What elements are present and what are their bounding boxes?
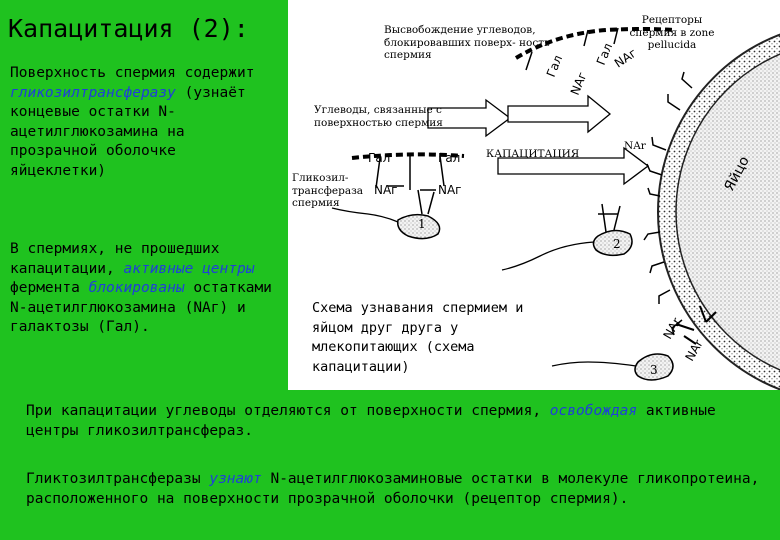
- receptors-label: Рецепторы спермия в zone pellucida: [629, 14, 715, 51]
- release-label: Высвобождение углеводов, блокировавших поверх- ность спермия: [384, 24, 550, 61]
- p2-highlight-2: блокированы: [88, 280, 185, 296]
- p2-post: остатками N-ацетилглюкозамина (NAг) и галактозы (Гал).: [10, 280, 272, 335]
- p2-mid: фермента: [10, 280, 80, 296]
- receptor-nar-1: NAr: [660, 315, 684, 342]
- b2-pre: Гликтозилтрансферазы: [26, 471, 201, 487]
- sugar-nag-top-2: NAг: [611, 45, 640, 71]
- b1-post: активные центры гликозилтрансфераз.: [26, 403, 716, 439]
- egg-label: Яйцо: [721, 153, 753, 194]
- b2-post: N-ацетилглюкозаминовые остатки в молекуле гликопротеина, расположенного на поверхности прозрачной оболочки (рецептор спермия).: [26, 471, 760, 507]
- b1-pre: При капацитации углеводы отделяются от поверхности спермия,: [26, 403, 542, 419]
- sugar-gal-mid-2: Гал: [438, 151, 461, 165]
- sugar-gal-top: Гал: [543, 53, 566, 80]
- bottom-paragraph-1: [26, 402, 766, 441]
- p1-rest: (узнаёт концевые остатки N-ацетилглюкозамина на прозрачной оболочке яйцеклетки): [10, 84, 246, 179]
- p2-highlight-1: активные центры: [123, 260, 255, 277]
- b2-highlight: узнают: [209, 471, 262, 487]
- receptor-nar-2: NAr: [682, 337, 706, 364]
- bottom-paragraph-2: [26, 470, 766, 509]
- sperm-2-tail: [502, 242, 594, 270]
- sugar-gal-mid-1: Гал: [368, 151, 391, 165]
- diagram-panel: [288, 0, 780, 390]
- sperm-number-3: 3: [650, 363, 658, 377]
- egg-cytoplasm: [676, 40, 780, 384]
- caption-text: Схема узнавания спермием и яйцом друг друга у млекопитающих (схема капацитации): [312, 300, 524, 375]
- sperm-number-1: 1: [418, 217, 426, 231]
- upper-arrow: [508, 96, 610, 132]
- sugar-nag-mid-1: NAг: [374, 183, 398, 197]
- sperm-number-2: 2: [613, 237, 621, 251]
- slide-title: Капацитация (2):: [8, 14, 249, 43]
- p1-highlight: гликозилтрансферазу: [10, 84, 176, 101]
- left-paragraph-1: [10, 64, 272, 181]
- sperm-3-tail: [552, 362, 636, 366]
- glycosyl-label: Гликозил- трансфераза спермия: [292, 172, 364, 209]
- nar-label-top: NAr: [624, 140, 646, 152]
- sugar-nag-mid-2: NAг: [438, 183, 462, 197]
- sugar-nag-top: NAг: [567, 70, 590, 98]
- surface-carbs-label: Углеводы, связанные с поверхностью спермия: [314, 104, 443, 129]
- sperm-1-tail: [332, 208, 398, 222]
- diagram-caption: [312, 299, 532, 377]
- p2-pre: В спермиях, не прошедших капацитации,: [10, 241, 220, 277]
- b1-highlight: освобождая: [549, 403, 638, 419]
- p1-text: Поверхность спермия содержит: [10, 65, 255, 81]
- sugar-gal-top-2: Гал: [593, 41, 616, 68]
- capacitation-label: КАПАЦИТАЦИЯ: [486, 148, 580, 160]
- left-paragraph-2: [10, 240, 272, 338]
